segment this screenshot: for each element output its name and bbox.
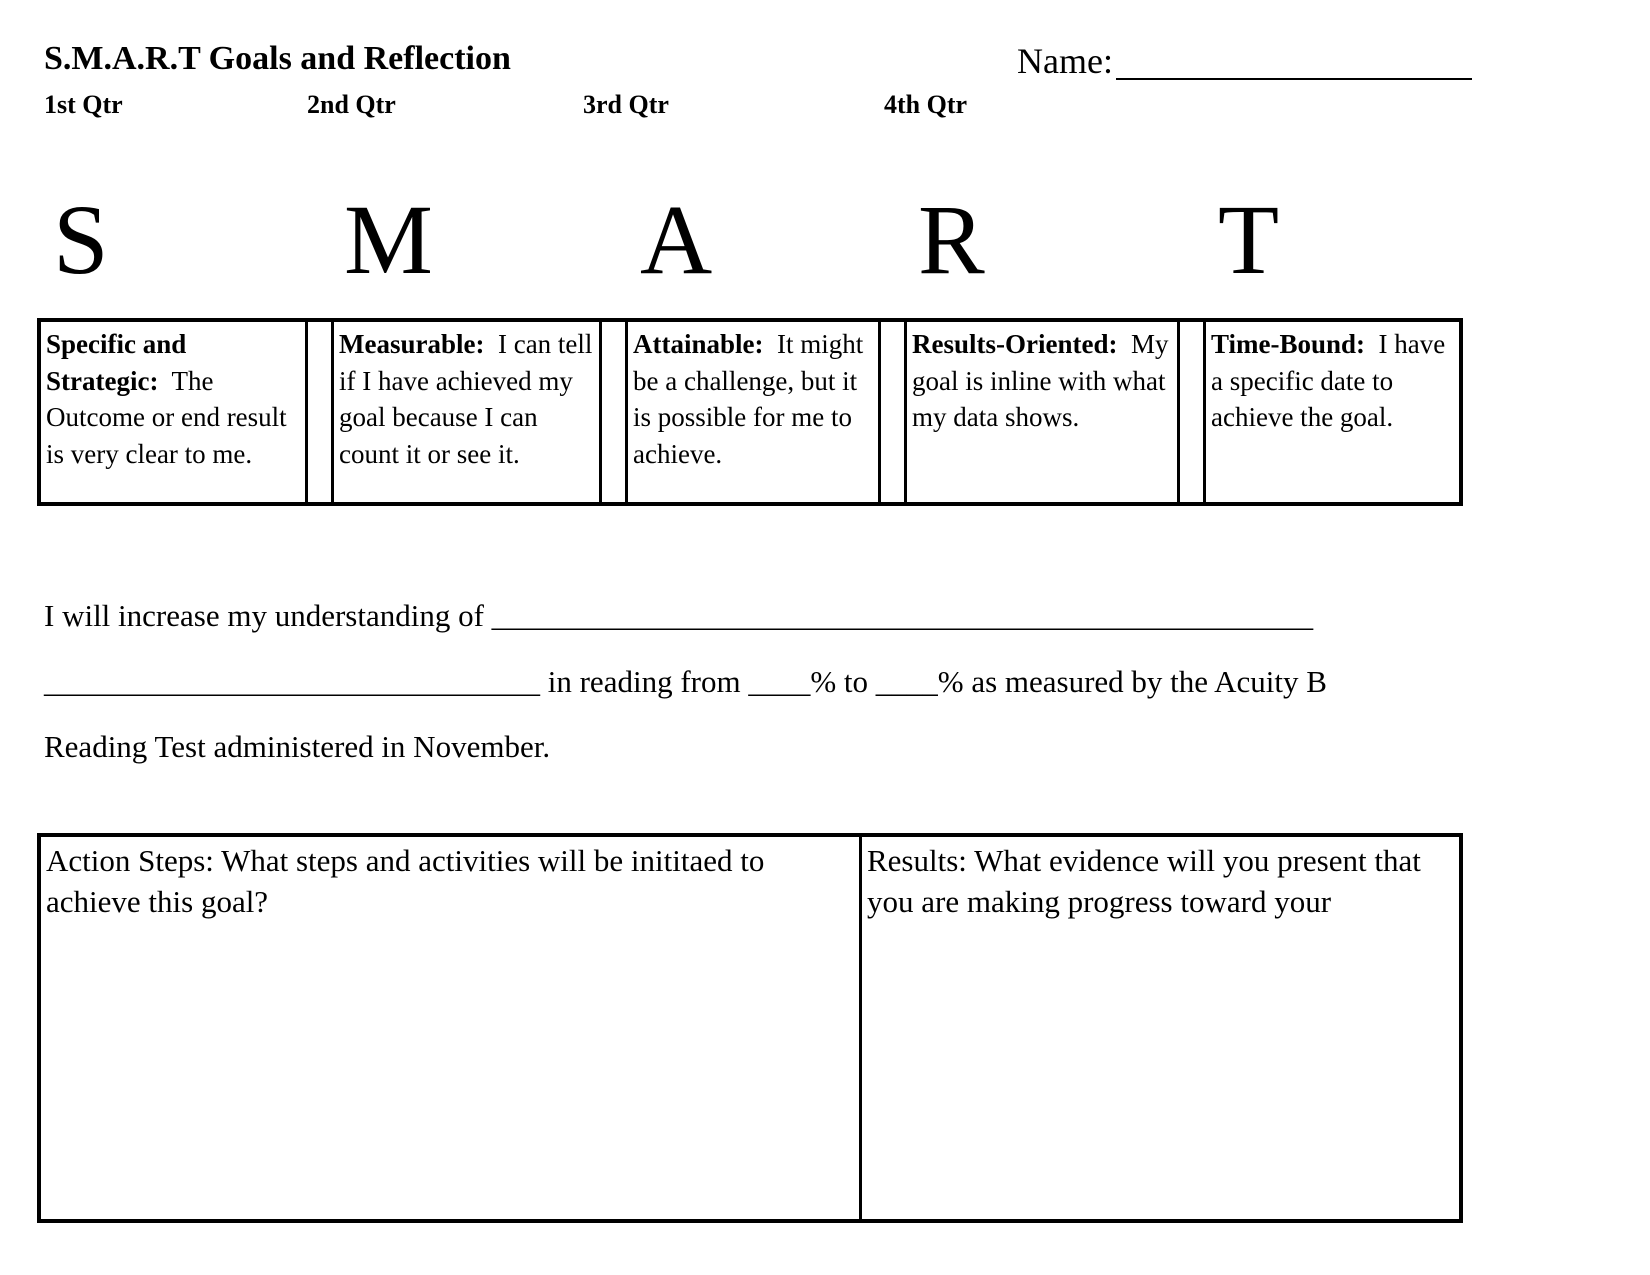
name-field[interactable] [1116, 78, 1472, 80]
results-prompt: Results: What evidence will you present that you are making progress toward your [867, 843, 1421, 919]
criterion-specific [41, 322, 305, 502]
criterion-term: Specific and Strategic: [46, 329, 187, 396]
criterion-measurable [334, 322, 599, 502]
criterion-term: Attainable: [633, 329, 764, 359]
quarter-1: 1st Qtr [44, 90, 123, 119]
quarter-4: 4th Qtr [884, 90, 968, 119]
letter-s: S [53, 184, 109, 295]
criterion-term: Measurable: [339, 329, 485, 359]
letter-m: M [344, 184, 433, 295]
letter-a: A [640, 184, 713, 295]
letter-t: T [1218, 184, 1280, 295]
name-label: Name: [1017, 41, 1113, 81]
goal-statement-line-1[interactable]: I will increase my understanding of _____________________________________________________ [44, 598, 1314, 633]
results-box[interactable] [859, 837, 1459, 1219]
column-divider [599, 322, 628, 502]
criterion-results-oriented [907, 322, 1177, 502]
criterion-text: The Outcome or end result is very clear to me. [46, 365, 287, 469]
criterion-text: It might be a challenge, but it is possible for me to achieve. [633, 329, 864, 469]
goal-statement-line-3: Reading Test administered in November. [44, 729, 551, 764]
criterion-attainable [628, 322, 878, 502]
criterion-term: Results-Oriented: [912, 329, 1118, 359]
quarter-3: 3rd Qtr [583, 90, 669, 119]
criterion-text: I have a specific date to achieve the goal. [1211, 329, 1446, 432]
criterion-text: My goal is inline with what my data shows. [912, 329, 1169, 432]
page-title: S.M.A.R.T Goals and Reflection [44, 40, 511, 77]
reflection-table [37, 833, 1463, 1223]
column-divider [878, 322, 907, 502]
column-divider [1177, 322, 1206, 502]
quarter-2: 2nd Qtr [307, 90, 396, 119]
column-divider [305, 322, 334, 502]
smart-criteria-table [37, 318, 1463, 506]
action-steps-prompt: Action Steps: What steps and activities will be inititaed to achieve this goal? [46, 843, 765, 919]
action-steps-box[interactable] [41, 837, 859, 1219]
letter-r: R [918, 184, 985, 295]
criterion-time-bound [1206, 322, 1459, 502]
goal-statement-line-2[interactable]: ________________________________ in reading from ____% to ____% as measured by the Acuity B [44, 664, 1327, 699]
criterion-term: Time-Bound: [1211, 329, 1366, 359]
criterion-text: I can tell if I have achieved my goal because I can count it or see it. [339, 329, 593, 469]
